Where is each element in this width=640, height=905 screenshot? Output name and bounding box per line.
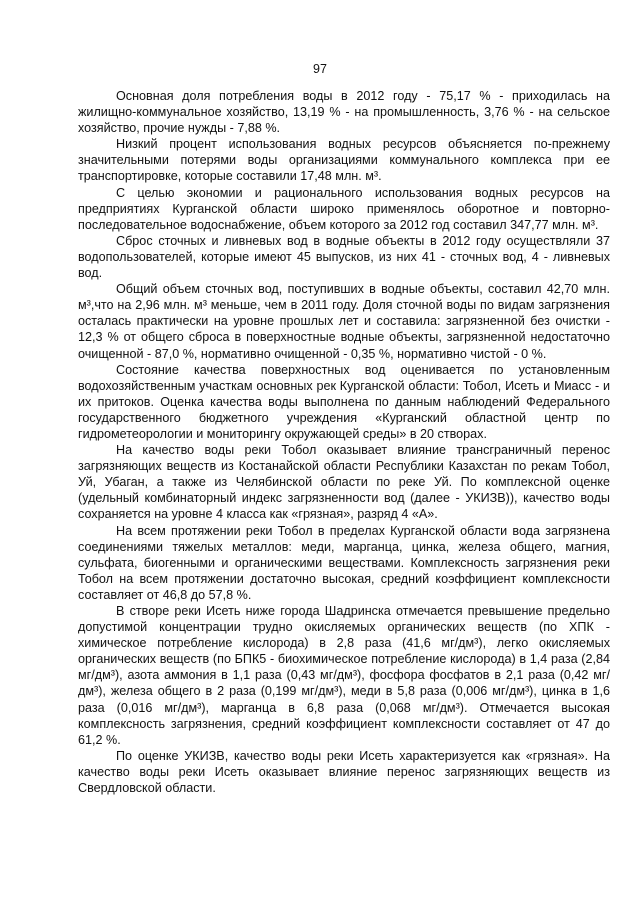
paragraph-tobol-pollution: На всем протяжении реки Тобол в пределах Курганской области вода загрязнена соединениями тяжелых металлов: меди, марганца, цинка, железа общего, магния, сульфата, биогенными и органическими веществами. Комплексность загрязнения реки Тобол на всем протяжении достаточно высокая, средний коэффициент комплексности составляет от 46,8 до 57,8 %. — [78, 523, 610, 602]
paragraph-surface-water-quality: Состояние качества поверхностных вод оценивается по установленным водохозяйственным участкам основных рек Курганской области: Тобол, Исеть и Миасс - и их притоков. Оценка качества воды выполнена по данным наблюдений Федерального государственного бюджетного учреждения «Курганский областной центр по гидрометеорологии и мониторингу окружающей среды» в 20 створах. — [78, 362, 610, 441]
paragraph-water-consumption: Основная доля потребления воды в 2012 году - 75,17 % - приходилась на жилищно-коммунальное хозяйство, 13,19 % - на промышленность, 3,76 % - на сельское хозяйство, прочие нужды - 7,88 %. — [78, 89, 610, 136]
paragraph-tobol-transboundary: На качество воды реки Тобол оказывает влияние трансграничный перенос загрязняющих веществ из Костанайской области Республики Казахстан по рекам Тобол, Уй, Убаган, а также из Челябинской области по реке Уй. По комплексной оценке (удельный комбинаторный индекс загрязненности вод (далее - УКИЗВ)), качество воды сохраняется на уровне 4 класса как «грязная», разряд 4 «А». — [78, 443, 610, 522]
paragraph-iset-shadrinsk: В створе реки Исеть ниже города Шадринска отмечается превышение предельно допустимой концентрации трудно окисляемых органических веществ (по ХПК - химическое потребление кислорода) в 2,8 раза (41,6 мг/дм³), легко окисляемых органических веществ (по БПК5 - биохимическое потребление кислорода) в 1,4 раза (2,84 мг/дм³), азота аммония в 1,1 раза (0,43 мг/дм³), фосфора фосфатов в 2,1 раза (0,42 мг/дм³), железа общего в 2 раза (0,199 мг/дм³), меди в 5,8 раза (0,006 мг/дм³), цинка в 1,6 раза (0,016 мг/дм³), марганца в 6,8 раза (0,068 мг/дм³). Отмечается высокая комплексность загрязнения, средний коэффициент комплексности составляет от 47 до 61,2 %. — [78, 604, 610, 747]
paragraph-wastewater-discharge: Сброс сточных и ливневых вод в водные объекты в 2012 году осуществляли 37 водопользователей, которые имеют 45 выпусков, из них 41 - сточных вод, 4 - ливневых вод. — [78, 233, 610, 281]
document-body — [78, 88, 610, 796]
paragraph-iset-ukizv: По оценке УКИЗВ, качество воды реки Исеть характеризуется как «грязная». На качество воды реки Исеть оказывает влияние перенос загрязняющих веществ из Свердловской области. — [78, 748, 610, 796]
paragraph-recycled-water: С целью экономии и рационального использования водных ресурсов на предприятиях Курганской области широко применялось оборотное и повторно-последовательное водоснабжение, объем которого за 2012 год составил 347,77 млн. м³. — [78, 185, 610, 232]
page-number: 97 — [313, 62, 327, 76]
paragraph-wastewater-volume: Общий объем сточных вод, поступивших в водные объекты, составил 42,70 млн. м³,что на 2,96 млн. м³ меньше, чем в 2011 году. Доля сточной воды по видам загрязнения осталась практически на уровне прошлых лет и составила: загрязненной без очистки - 12,3 % от общего сброса в поверхностные водные объекты, загрязненной недостаточно очищенной - 87,0 %, нормативно очищенной - 0,35 %, нормативно чистой - 0 %. — [78, 282, 610, 361]
paragraph-water-losses: Низкий процент использования водных ресурсов объясняется по-прежнему значительными потерями воды организациями коммунального комплекса при ее транспортировке, которые составили 17,48 млн. м³. — [78, 137, 610, 184]
